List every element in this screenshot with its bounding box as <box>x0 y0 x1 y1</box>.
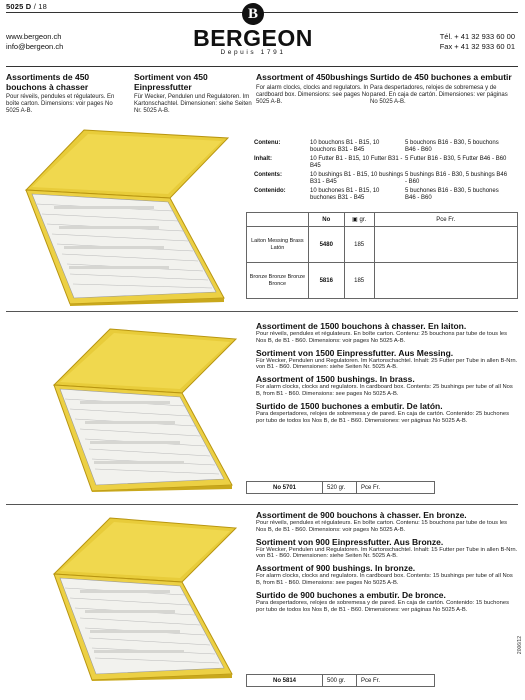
block-title: Surtido de 900 buchones a embutir. De bronce. <box>256 589 446 600</box>
contents-list <box>254 140 518 204</box>
column-headings <box>6 73 518 133</box>
section-450-assortment <box>6 70 518 312</box>
contents-row-de: Inhalt: 10 Futter B1 - B15, 10 Futter B31 - B45 5 Futter B16 - B30, 5 Futter B46 - B60 <box>254 156 507 169</box>
contents-row-en: Contents: 10 bushings B1 - B15, 10 bushings B31 - B45 5 bushings B16 - B30, 5 bushings B46 - B60 <box>254 172 508 185</box>
page-code: 5025 D <box>6 2 32 11</box>
phone-number: Tél. + 41 32 933 60 00 <box>439 32 515 41</box>
block-desc: Para despertadores, relojes de sobremesa y de pared. En caja de cartón. Contenido: 15 buchones por tubo de todos los Nos B, de B1 - B60. Dimensiones: ver páginas No 5025 A-B. <box>256 599 509 613</box>
column-title: Surtido de 450 buchones a embutir <box>370 72 512 82</box>
block-desc: Pour réveils, pendules et régulateurs. En boîte carton. Contenu: 15 bouchons par tube de tous les Nos B, de B1 - B60. Dimensions: voir pages No 5025 A-B. <box>256 520 508 533</box>
table-row: No 5701 520 gr. Pce Fr. <box>247 482 435 494</box>
column-en <box>256 73 376 106</box>
order-table <box>246 674 435 687</box>
column-de <box>134 73 254 115</box>
contact-web <box>6 32 63 52</box>
column-title: Sortiment von 450 Einpressfutter <box>134 72 208 92</box>
assortment-box-image <box>24 128 229 306</box>
table-row: No 5814 500 gr. Pce Fr. <box>247 675 435 687</box>
column-title: Assortment of 450bushings <box>256 72 368 82</box>
fax-number: Fax + 41 32 933 60 01 <box>439 42 515 51</box>
column-title: Assortiments de 450 bouchons à chasser <box>6 72 90 92</box>
section-1500-brass <box>6 313 518 505</box>
email-link[interactable]: info@bergeon.ch <box>6 42 64 51</box>
brand-since: Depuis 1791 <box>220 49 286 56</box>
block-title: Assortment of 1500 bushings. In brass. <box>256 374 415 385</box>
logo-badge-icon: B <box>242 3 264 25</box>
column-desc: Für Wecker, Pendulen und Regulatoren. Im Kartonschachtel. Dimensionen: siehe Seiten Nr. 5025 A-B. <box>134 94 252 114</box>
assortment-box-image <box>52 516 237 681</box>
block-desc: Für Wecker, Pendulen und Regulatoren. Im Kartonschachtel. Inhalt: 25 Futter per Tube in allen B-Nrn. von B1 - B60. Dimensionen: siehe Seiten Nr. 5025 A-B. <box>256 357 518 371</box>
contact-phone <box>440 32 515 52</box>
block-title: Sortiment von 900 Einpressfutter. Aus Bronze. <box>256 536 444 547</box>
assortment-box-image <box>52 327 237 492</box>
block-desc: Pour réveils, pendules et régulateurs. En boîte carton. Contenu: 25 bouchons par tube de tous les Nos B, de B1 - B60. Dimensions: voir pages No 5025 A-B. <box>256 331 508 344</box>
section-900-bronze <box>6 506 518 692</box>
product-description <box>256 321 518 427</box>
weight-icon: ▣ <box>352 217 358 223</box>
column-fr <box>6 73 126 115</box>
divider <box>6 66 518 67</box>
contents-row-fr: Contenu: 10 bouchons B1 - B15, 10 bouchons B31 - B45 5 bouchons B16 - B30, 5 bouchons B46 - B60 <box>254 140 499 153</box>
block-desc: Für Wecker, Pendulen und Regulatoren. Im Kartonschachtel. Inhalt: 15 Futter per Tube in allen B-Nrn. von B1 - B60. Dimensionen: siehe Seiten Nr. 5025 A-B. <box>256 546 518 560</box>
print-code: 2006/12 <box>517 636 523 655</box>
block-title: Assortiment de 900 bouchons à chasser. En bronze. <box>256 510 467 520</box>
table-row: Laiton Messing Brass Latón 5480 185 <box>247 227 518 263</box>
price-table <box>246 212 518 299</box>
order-table <box>246 481 435 494</box>
brand-logo <box>170 3 336 56</box>
contents-row-es: Contenido: 10 buchones B1 - B15, 10 buchones B31 - B45 5 buchones B16 - B30, 5 buchones B46 - B60 <box>254 188 499 201</box>
product-description <box>256 510 518 616</box>
block-title: Surtido de 1500 buchones a embutir. De latón. <box>256 400 443 411</box>
page-id <box>6 2 47 11</box>
column-desc: For alarm clocks, clocks and regulators. In cardboard box. Dimensions: see pages No 5025 A-B. <box>256 84 370 105</box>
block-title: Assortiment de 1500 bouchons à chasser. En laiton. <box>256 321 467 331</box>
block-desc: For alarm clocks, clocks and regulators. In cardboard box. Contents: 25 bushings per tube of all Nos B, from B1 - B60. Dimensions: see pages No 5025 A-B. <box>256 384 513 397</box>
block-desc: For alarm clocks, clocks and regulators. In cardboard box. Contents: 15 bushings per tube of all Nos B, from B1 - B60. Dimensions: see pages No 5025 A-B. <box>256 573 513 586</box>
website-link[interactable]: www.bergeon.ch <box>6 32 62 41</box>
column-desc: Pour réveils, pendules et régulateurs. En boîte carton. Dimensions: voir pages No 5025 A-B. <box>6 94 115 114</box>
table-row: Bronze Bronze Bronze Bronce 5816 185 <box>247 263 518 299</box>
block-desc: Para despertadores, relojes de sobremesa y de pared. En caja de cartón. Contenido: 25 buchones por tubo de todos los Nos B, de B1 - B60. Dimensiones: ver páginas No 5025 A-B. <box>256 410 509 424</box>
brand-name: BERGEON <box>193 25 313 51</box>
page-number: / 18 <box>33 2 47 11</box>
column-desc: Para despertadores, relojes de sobremesa y de pared. En caja de cartón. Dimensiones: ver páginas No 5025 A-B. <box>370 84 508 105</box>
block-title: Assortment of 900 bushings. In bronze. <box>256 563 416 574</box>
table-header-row: No ▣ gr. Pce Fr. <box>247 213 518 227</box>
block-title: Sortiment von 1500 Einpressfutter. Aus Messing. <box>256 347 454 358</box>
column-es <box>370 73 515 106</box>
